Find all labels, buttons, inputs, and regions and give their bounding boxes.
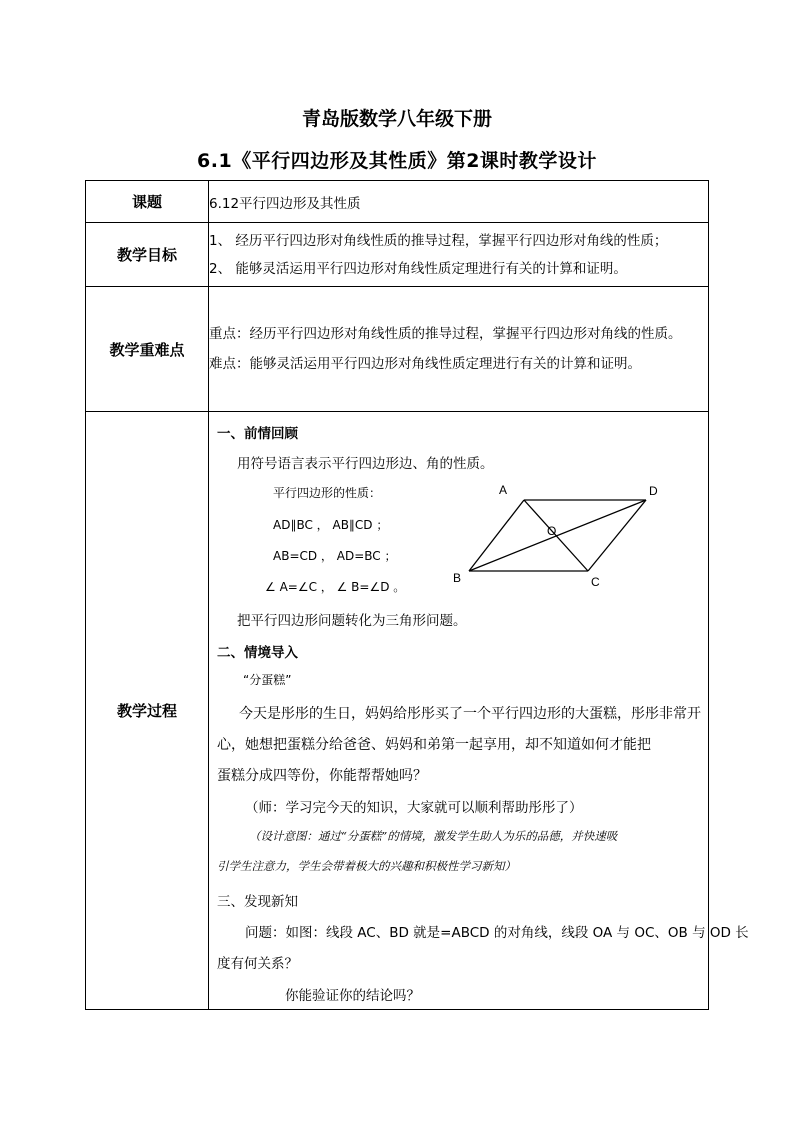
property-sides-parallel: AD∥BC ， AB∥CD ； xyxy=(273,518,389,532)
vertex-label-b: B xyxy=(453,571,462,585)
keypoint-line-2: 难点：能够灵活运用平行四边形对角线性质定理进行有关的计算和证明。 xyxy=(209,356,641,372)
row-process xyxy=(86,412,709,1010)
question-line-1: 问题：如图：线段 AC、BD 就是=ABCD 的对角线，线段 OA 与 OC、OB 与 OD 长 xyxy=(245,925,749,941)
goal-line-2: 2、 能够灵活运用平行四边形对角线性质定理进行有关的计算和证明。 xyxy=(209,260,627,277)
section-3-title: 三、发现新知 xyxy=(217,894,298,910)
story-line-3: 蛋糕分成四等份，你能帮帮她吗？ xyxy=(217,768,427,784)
goal-line-1: 1、 经历平行四边形对角线性质的推导过程，掌握平行四边形对角线的性质； xyxy=(209,232,668,249)
design-intent-line-1: （设计意图：通过“分蛋糕”的情境，激发学生助人为乐的品德，并快速吸 xyxy=(249,829,618,843)
goals-label: 教学目标 xyxy=(86,223,209,287)
goals-content xyxy=(209,223,709,287)
vertex-label-d: D xyxy=(649,484,658,498)
question-line-3: 你能验证你的结论吗？ xyxy=(285,988,420,1004)
center-label-o: O xyxy=(547,524,557,538)
cake-title: “分蛋糕” xyxy=(243,673,292,687)
property-angles-equal: ∠ A=∠C ， ∠ B=∠D 。 xyxy=(265,580,406,594)
topic-label: 课题 xyxy=(86,181,209,223)
section-1-title: 一、前情回顾 xyxy=(217,426,298,442)
story-line-2: 心，她想把蛋糕分给爸爸、妈妈和弟第一起享用，却不知道如何才能把 xyxy=(217,737,651,753)
process-label: 教学过程 xyxy=(86,412,209,1010)
story-line-1: 今天是彤彤的生日，妈妈给彤彤买了一个平行四边形的大蛋糕，彤彤非常开 xyxy=(239,706,701,722)
property-sides-equal: AB=CD ， AD=BC ； xyxy=(273,549,397,563)
row-goals xyxy=(86,223,709,287)
keypoints-content xyxy=(209,287,709,412)
side-dc xyxy=(588,500,646,571)
section-1-line-2: 把平行四边形问题转化为三角形问题。 xyxy=(237,613,467,629)
document-subtitle: 6.1《平行四边形及其性质》第2课时教学设计 xyxy=(197,150,597,172)
vertex-label-c: C xyxy=(591,575,600,588)
row-keypoints xyxy=(86,287,709,412)
design-intent-line-2: 引学生注意力，学生会带着极大的兴趣和积极性学习新知） xyxy=(217,859,516,873)
vertex-label-a: A xyxy=(499,483,508,497)
teacher-note: （师：学习完今天的知识，大家就可以顺利帮助彤彤了） xyxy=(245,800,583,816)
lesson-plan-table xyxy=(85,180,749,1010)
section-2-title: 二、情境导入 xyxy=(217,645,298,661)
process-content xyxy=(209,412,749,1010)
properties-title: 平行四边形的性质： xyxy=(273,486,382,500)
document-title: 青岛版数学八年级下册 xyxy=(301,108,492,130)
section-1-line-1: 用符号语言表示平行四边形边、角的性质。 xyxy=(237,456,494,472)
diagonal-bd xyxy=(469,500,646,571)
question-line-2: 度有何关系？ xyxy=(217,956,298,972)
keypoints-label: 教学重难点 xyxy=(86,287,209,412)
row-topic xyxy=(86,181,709,223)
parallelogram-figure xyxy=(451,480,661,588)
keypoint-line-1: 重点：经历平行四边形对角线性质的推导过程，掌握平行四边形对角线的性质。 xyxy=(209,326,682,342)
topic-value: 6.12平行四边形及其性质 xyxy=(209,181,709,223)
